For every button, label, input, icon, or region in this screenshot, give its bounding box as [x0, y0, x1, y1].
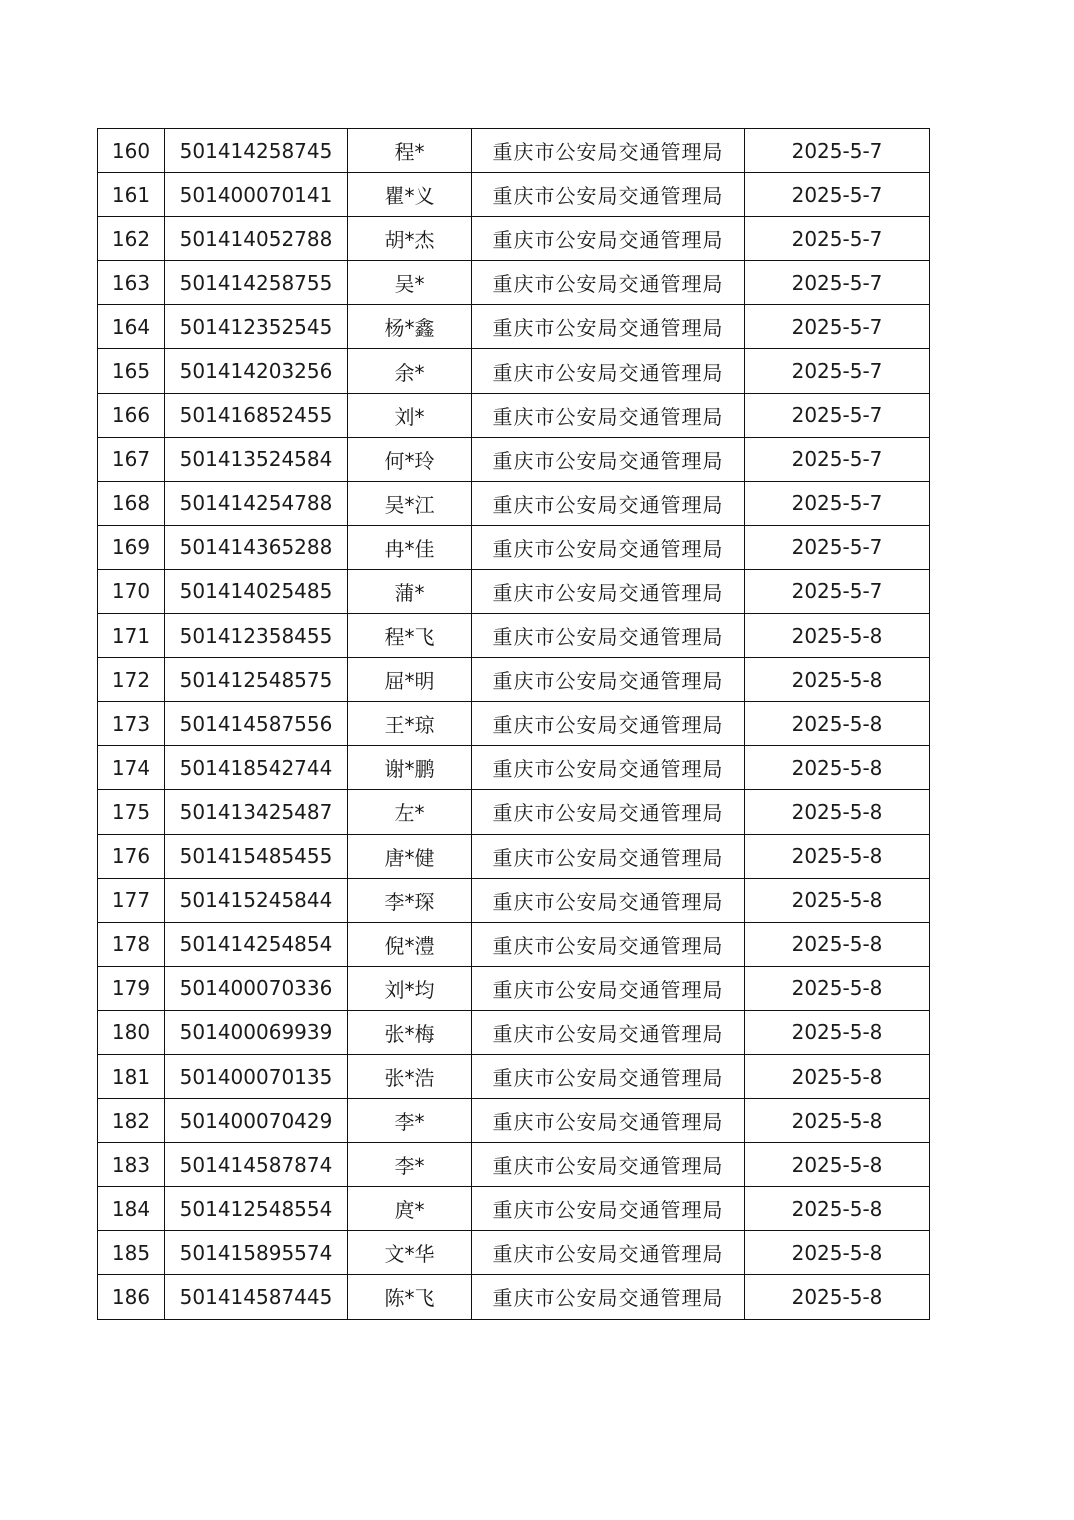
table-row [98, 261, 930, 305]
date-cell: 2025-5-8 [745, 614, 930, 658]
table-row [98, 1275, 930, 1319]
organization-cell: 重庆市公安局交通管理局 [472, 305, 745, 349]
table-row [98, 790, 930, 834]
person-name-cell: 陈*飞 [348, 1275, 472, 1319]
date-cell: 2025-5-8 [745, 834, 930, 878]
table-row [98, 966, 930, 1010]
table-row [98, 834, 930, 878]
table-row [98, 1187, 930, 1231]
record-id-cell: 501414587874 [165, 1143, 348, 1187]
table-row [98, 702, 930, 746]
date-cell: 2025-5-8 [745, 658, 930, 702]
record-id-cell: 501412548575 [165, 658, 348, 702]
organization-cell: 重庆市公安局交通管理局 [472, 834, 745, 878]
record-id-cell: 501414254854 [165, 922, 348, 966]
date-cell: 2025-5-8 [745, 966, 930, 1010]
row-number-cell: 160 [98, 129, 165, 173]
person-name-cell: 庹* [348, 1187, 472, 1231]
record-id-cell: 501413524584 [165, 437, 348, 481]
organization-cell: 重庆市公安局交通管理局 [472, 1275, 745, 1319]
row-number-cell: 167 [98, 437, 165, 481]
record-id-cell: 501415245844 [165, 878, 348, 922]
table-row [98, 393, 930, 437]
row-number-cell: 176 [98, 834, 165, 878]
record-id-cell: 501412358455 [165, 614, 348, 658]
record-id-cell: 501400070336 [165, 966, 348, 1010]
person-name-cell: 吴* [348, 261, 472, 305]
table-row [98, 569, 930, 613]
record-id-cell: 501412548554 [165, 1187, 348, 1231]
person-name-cell: 蒲* [348, 569, 472, 613]
row-number-cell: 184 [98, 1187, 165, 1231]
person-name-cell: 张*浩 [348, 1054, 472, 1098]
record-id-cell: 501414258755 [165, 261, 348, 305]
table-row [98, 922, 930, 966]
row-number-cell: 177 [98, 878, 165, 922]
date-cell: 2025-5-7 [745, 217, 930, 261]
row-number-cell: 163 [98, 261, 165, 305]
row-number-cell: 161 [98, 173, 165, 217]
table-row [98, 1099, 930, 1143]
date-cell: 2025-5-7 [745, 129, 930, 173]
row-number-cell: 162 [98, 217, 165, 261]
date-cell: 2025-5-7 [745, 481, 930, 525]
table-row [98, 1143, 930, 1187]
person-name-cell: 余* [348, 349, 472, 393]
date-cell: 2025-5-8 [745, 1054, 930, 1098]
organization-cell: 重庆市公安局交通管理局 [472, 569, 745, 613]
person-name-cell: 唐*健 [348, 834, 472, 878]
date-cell: 2025-5-8 [745, 1099, 930, 1143]
record-id-cell: 501400070429 [165, 1099, 348, 1143]
row-number-cell: 183 [98, 1143, 165, 1187]
person-name-cell: 王*琼 [348, 702, 472, 746]
table-row [98, 305, 930, 349]
table-row [98, 658, 930, 702]
person-name-cell: 左* [348, 790, 472, 834]
record-id-cell: 501400069939 [165, 1010, 348, 1054]
organization-cell: 重庆市公安局交通管理局 [472, 393, 745, 437]
row-number-cell: 173 [98, 702, 165, 746]
row-number-cell: 181 [98, 1054, 165, 1098]
record-id-cell: 501400070141 [165, 173, 348, 217]
person-name-cell: 刘*均 [348, 966, 472, 1010]
records-table [97, 128, 930, 1320]
row-number-cell: 165 [98, 349, 165, 393]
table-row [98, 746, 930, 790]
table-row [98, 481, 930, 525]
organization-cell: 重庆市公安局交通管理局 [472, 1143, 745, 1187]
record-id-cell: 501414025485 [165, 569, 348, 613]
table-row [98, 129, 930, 173]
row-number-cell: 182 [98, 1099, 165, 1143]
record-id-cell: 501412352545 [165, 305, 348, 349]
date-cell: 2025-5-8 [745, 702, 930, 746]
date-cell: 2025-5-8 [745, 878, 930, 922]
organization-cell: 重庆市公安局交通管理局 [472, 966, 745, 1010]
date-cell: 2025-5-7 [745, 569, 930, 613]
organization-cell: 重庆市公安局交通管理局 [472, 129, 745, 173]
table-row [98, 525, 930, 569]
organization-cell: 重庆市公安局交通管理局 [472, 658, 745, 702]
organization-cell: 重庆市公安局交通管理局 [472, 1187, 745, 1231]
organization-cell: 重庆市公安局交通管理局 [472, 614, 745, 658]
record-id-cell: 501415895574 [165, 1231, 348, 1275]
row-number-cell: 166 [98, 393, 165, 437]
person-name-cell: 李*琛 [348, 878, 472, 922]
row-number-cell: 186 [98, 1275, 165, 1319]
date-cell: 2025-5-8 [745, 922, 930, 966]
table-row [98, 1054, 930, 1098]
date-cell: 2025-5-7 [745, 305, 930, 349]
person-name-cell: 谢*鹏 [348, 746, 472, 790]
date-cell: 2025-5-7 [745, 261, 930, 305]
organization-cell: 重庆市公安局交通管理局 [472, 261, 745, 305]
date-cell: 2025-5-7 [745, 437, 930, 481]
row-number-cell: 175 [98, 790, 165, 834]
record-id-cell: 501414587445 [165, 1275, 348, 1319]
row-number-cell: 170 [98, 569, 165, 613]
organization-cell: 重庆市公安局交通管理局 [472, 437, 745, 481]
row-number-cell: 178 [98, 922, 165, 966]
record-id-cell: 501414258745 [165, 129, 348, 173]
person-name-cell: 文*华 [348, 1231, 472, 1275]
person-name-cell: 程*飞 [348, 614, 472, 658]
table-row [98, 614, 930, 658]
organization-cell: 重庆市公安局交通管理局 [472, 1099, 745, 1143]
date-cell: 2025-5-8 [745, 1010, 930, 1054]
row-number-cell: 171 [98, 614, 165, 658]
table-row [98, 1010, 930, 1054]
person-name-cell: 吴*江 [348, 481, 472, 525]
date-cell: 2025-5-7 [745, 173, 930, 217]
date-cell: 2025-5-7 [745, 525, 930, 569]
row-number-cell: 168 [98, 481, 165, 525]
organization-cell: 重庆市公安局交通管理局 [472, 746, 745, 790]
organization-cell: 重庆市公安局交通管理局 [472, 790, 745, 834]
table-body [98, 129, 930, 1320]
date-cell: 2025-5-8 [745, 1231, 930, 1275]
table-row [98, 1231, 930, 1275]
organization-cell: 重庆市公安局交通管理局 [472, 702, 745, 746]
record-id-cell: 501414365288 [165, 525, 348, 569]
record-id-cell: 501414254788 [165, 481, 348, 525]
organization-cell: 重庆市公安局交通管理局 [472, 878, 745, 922]
organization-cell: 重庆市公安局交通管理局 [472, 922, 745, 966]
date-cell: 2025-5-8 [745, 790, 930, 834]
row-number-cell: 169 [98, 525, 165, 569]
record-id-cell: 501414587556 [165, 702, 348, 746]
date-cell: 2025-5-8 [745, 1275, 930, 1319]
date-cell: 2025-5-8 [745, 1143, 930, 1187]
row-number-cell: 185 [98, 1231, 165, 1275]
organization-cell: 重庆市公安局交通管理局 [472, 481, 745, 525]
date-cell: 2025-5-8 [745, 1187, 930, 1231]
row-number-cell: 164 [98, 305, 165, 349]
table-row [98, 437, 930, 481]
record-id-cell: 501413425487 [165, 790, 348, 834]
person-name-cell: 屈*明 [348, 658, 472, 702]
person-name-cell: 杨*鑫 [348, 305, 472, 349]
table-row [98, 349, 930, 393]
organization-cell: 重庆市公安局交通管理局 [472, 525, 745, 569]
table-row [98, 878, 930, 922]
row-number-cell: 172 [98, 658, 165, 702]
date-cell: 2025-5-7 [745, 393, 930, 437]
person-name-cell: 何*玲 [348, 437, 472, 481]
row-number-cell: 180 [98, 1010, 165, 1054]
record-id-cell: 501414203256 [165, 349, 348, 393]
organization-cell: 重庆市公安局交通管理局 [472, 1231, 745, 1275]
person-name-cell: 刘* [348, 393, 472, 437]
date-cell: 2025-5-8 [745, 746, 930, 790]
person-name-cell: 程* [348, 129, 472, 173]
record-id-cell: 501414052788 [165, 217, 348, 261]
person-name-cell: 胡*杰 [348, 217, 472, 261]
row-number-cell: 174 [98, 746, 165, 790]
record-id-cell: 501415485455 [165, 834, 348, 878]
person-name-cell: 李* [348, 1143, 472, 1187]
record-id-cell: 501400070135 [165, 1054, 348, 1098]
organization-cell: 重庆市公安局交通管理局 [472, 173, 745, 217]
row-number-cell: 179 [98, 966, 165, 1010]
person-name-cell: 冉*佳 [348, 525, 472, 569]
record-id-cell: 501416852455 [165, 393, 348, 437]
record-id-cell: 501418542744 [165, 746, 348, 790]
person-name-cell: 李* [348, 1099, 472, 1143]
person-name-cell: 张*梅 [348, 1010, 472, 1054]
person-name-cell: 瞿*义 [348, 173, 472, 217]
organization-cell: 重庆市公安局交通管理局 [472, 217, 745, 261]
table-row [98, 217, 930, 261]
date-cell: 2025-5-7 [745, 349, 930, 393]
organization-cell: 重庆市公安局交通管理局 [472, 349, 745, 393]
person-name-cell: 倪*澧 [348, 922, 472, 966]
table-row [98, 173, 930, 217]
organization-cell: 重庆市公安局交通管理局 [472, 1010, 745, 1054]
organization-cell: 重庆市公安局交通管理局 [472, 1054, 745, 1098]
